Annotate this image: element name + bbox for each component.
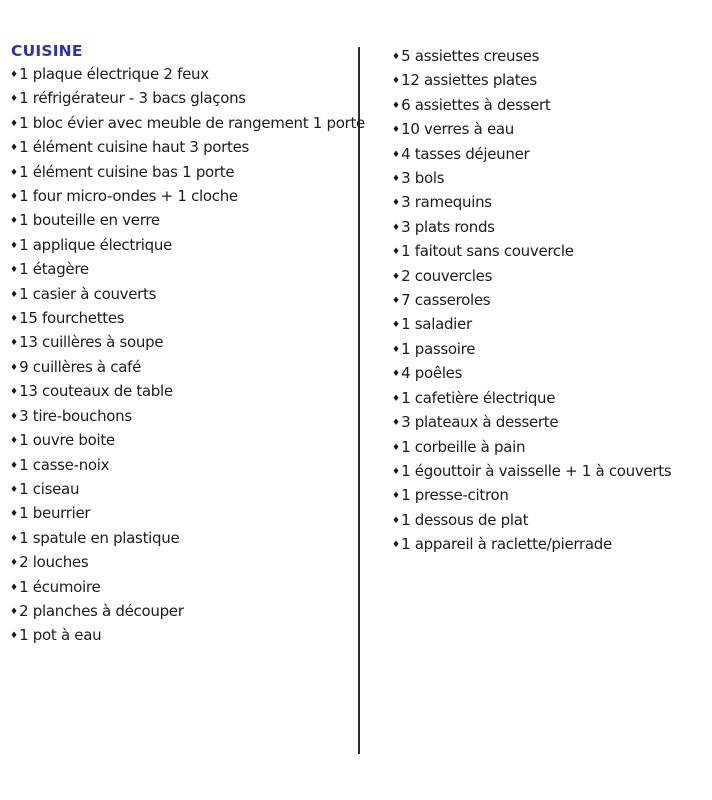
item-text: 1 bouteille en verre <box>19 211 160 230</box>
list-item <box>392 388 708 412</box>
bullet-icon: ♦ <box>10 94 19 105</box>
bullet-icon: ♦ <box>392 52 401 62</box>
bullet-icon: ♦ <box>10 558 19 569</box>
item-text: 1 étagère <box>19 260 89 279</box>
list-item <box>392 339 708 363</box>
list-item <box>10 381 355 405</box>
item-text: 1 plaque électrique 2 feux <box>19 65 209 83</box>
bullet-icon: ♦ <box>10 509 19 520</box>
bullet-icon: ♦ <box>10 484 19 495</box>
list-item <box>10 186 355 210</box>
list-item <box>392 437 708 461</box>
bullet-icon: ♦ <box>10 338 19 349</box>
item-text: 1 saladier <box>401 315 472 334</box>
list-item <box>392 217 708 241</box>
item-text: 7 casseroles <box>401 291 491 310</box>
item-text: 1 beurrier <box>19 504 91 523</box>
item-text: 1 corbeille à pain <box>401 437 526 456</box>
bullet-icon: ♦ <box>10 70 19 80</box>
item-text: 13 couteaux de table <box>19 382 173 401</box>
list-item <box>10 357 355 381</box>
item-text: 3 ramequins <box>401 193 492 212</box>
list-item <box>10 430 355 454</box>
bullet-icon: ♦ <box>392 76 401 87</box>
list-item <box>10 552 355 576</box>
item-text: 1 pot à eau <box>19 626 102 645</box>
bullet-icon: ♦ <box>10 411 19 422</box>
list-item <box>392 314 708 338</box>
page-title: CUISINE <box>11 42 83 60</box>
bullet-icon: ♦ <box>392 491 401 502</box>
item-text: 1 cafetière électrique <box>401 388 556 407</box>
bullet-icon: ♦ <box>10 582 19 593</box>
list-item <box>392 46 708 70</box>
bullet-icon: ♦ <box>392 515 401 526</box>
bullet-icon: ♦ <box>392 540 401 551</box>
bullet-icon: ♦ <box>392 125 401 136</box>
list-item <box>10 259 355 283</box>
list-item <box>392 241 708 265</box>
item-text: 5 assiettes creuses <box>401 47 540 65</box>
item-text: 1 élément cuisine bas 1 porte <box>19 162 235 181</box>
list-item <box>392 534 708 558</box>
item-text: 1 casier à couverts <box>19 284 157 303</box>
list-item <box>10 210 355 234</box>
column-divider <box>358 47 360 754</box>
item-text: 1 presse-citron <box>401 486 509 505</box>
bullet-icon: ♦ <box>10 289 19 300</box>
list-item <box>392 95 708 119</box>
list-item <box>10 308 355 332</box>
list-item <box>392 144 708 168</box>
item-text: 3 plats ronds <box>401 217 495 236</box>
list-item <box>10 284 355 308</box>
bullet-icon: ♦ <box>10 533 19 544</box>
list-item <box>392 70 708 94</box>
item-text: 1 écumoire <box>19 577 101 596</box>
list-item <box>10 528 355 552</box>
bullet-icon: ♦ <box>392 296 401 307</box>
list-item <box>392 485 708 509</box>
bullet-icon: ♦ <box>392 418 401 429</box>
bullet-icon: ♦ <box>10 460 19 471</box>
list-item <box>10 601 355 625</box>
bullet-icon: ♦ <box>10 314 19 325</box>
bullet-icon: ♦ <box>10 143 19 154</box>
list-item <box>392 412 708 436</box>
list-item <box>392 192 708 216</box>
bullet-icon: ♦ <box>392 174 401 185</box>
list-item <box>10 503 355 527</box>
item-text: 1 appareil à raclette/pierrade <box>401 535 612 554</box>
item-text: 1 réfrigérateur - 3 bacs glaçons <box>19 89 246 108</box>
item-text: 3 tire-bouchons <box>19 406 132 425</box>
bullet-icon: ♦ <box>392 344 401 355</box>
item-text: 2 couvercles <box>401 266 493 285</box>
list-item <box>392 363 708 387</box>
list-item <box>10 332 355 356</box>
bullet-icon: ♦ <box>10 631 19 642</box>
bullet-icon: ♦ <box>10 606 19 617</box>
list-item <box>10 455 355 479</box>
list-item <box>10 479 355 503</box>
bullet-icon: ♦ <box>10 167 19 178</box>
item-text: 10 verres à eau <box>401 120 514 139</box>
list-item <box>10 137 355 161</box>
item-text: 2 planches à découper <box>19 601 184 620</box>
list-item <box>10 577 355 601</box>
bullet-icon: ♦ <box>10 265 19 276</box>
item-text: 1 four micro-ondes + 1 cloche <box>19 187 238 206</box>
list-item <box>10 113 365 137</box>
item-text: 12 assiettes plates <box>401 71 537 90</box>
bullet-icon: ♦ <box>10 436 19 447</box>
bullet-icon: ♦ <box>392 393 401 404</box>
list-item <box>10 625 355 649</box>
list-item <box>392 266 708 290</box>
item-text: 1 ciseau <box>19 479 80 498</box>
list-item <box>392 119 708 143</box>
list-item <box>10 162 355 186</box>
bullet-icon: ♦ <box>392 247 401 258</box>
bullet-icon: ♦ <box>392 198 401 209</box>
item-text: 1 applique électrique <box>19 235 173 254</box>
item-text: 4 tasses déjeuner <box>401 144 530 163</box>
list-item <box>392 461 708 485</box>
list-item <box>10 235 355 259</box>
item-text: 1 spatule en plastique <box>19 528 180 547</box>
list-item <box>392 510 708 534</box>
bullet-icon: ♦ <box>392 466 401 477</box>
bullet-icon: ♦ <box>10 387 19 398</box>
item-text: 1 égouttoir à vaisselle + 1 à couverts <box>401 461 672 480</box>
left-column-list <box>10 64 365 650</box>
item-text: 15 fourchettes <box>19 309 125 328</box>
bullet-icon: ♦ <box>10 240 19 251</box>
bullet-icon: ♦ <box>10 216 19 227</box>
item-text: 1 faitout sans couvercle <box>401 242 574 261</box>
list-item <box>10 406 355 430</box>
bullet-icon: ♦ <box>10 362 19 373</box>
item-text: 1 dessous de plat <box>401 510 529 529</box>
bullet-icon: ♦ <box>392 222 401 233</box>
item-text: 1 bloc évier avec meuble de rangement 1 porte <box>19 113 365 132</box>
bullet-icon: ♦ <box>10 192 19 203</box>
item-text: 4 poêles <box>401 364 463 383</box>
list-item <box>10 88 355 112</box>
item-text: 6 assiettes à dessert <box>401 95 551 114</box>
item-text: 13 cuillères à soupe <box>19 333 164 352</box>
bullet-icon: ♦ <box>392 320 401 331</box>
bullet-icon: ♦ <box>392 369 401 380</box>
item-text: 3 plateaux à desserte <box>401 413 559 432</box>
item-text: 9 cuillères à café <box>19 357 142 376</box>
list-item <box>392 290 708 314</box>
bullet-icon: ♦ <box>10 118 19 129</box>
right-column-list <box>392 46 708 559</box>
bullet-icon: ♦ <box>392 271 401 282</box>
item-text: 2 louches <box>19 553 89 572</box>
bullet-icon: ♦ <box>392 149 401 160</box>
item-text: 1 passoire <box>401 339 476 358</box>
bullet-icon: ♦ <box>392 100 401 111</box>
item-text: 1 élément cuisine haut 3 portes <box>19 138 250 157</box>
list-item <box>392 168 708 192</box>
item-text: 3 bols <box>401 169 445 188</box>
list-item <box>10 64 355 88</box>
item-text: 1 ouvre boite <box>19 431 115 450</box>
item-text: 1 casse-noix <box>19 455 110 474</box>
bullet-icon: ♦ <box>392 442 401 453</box>
